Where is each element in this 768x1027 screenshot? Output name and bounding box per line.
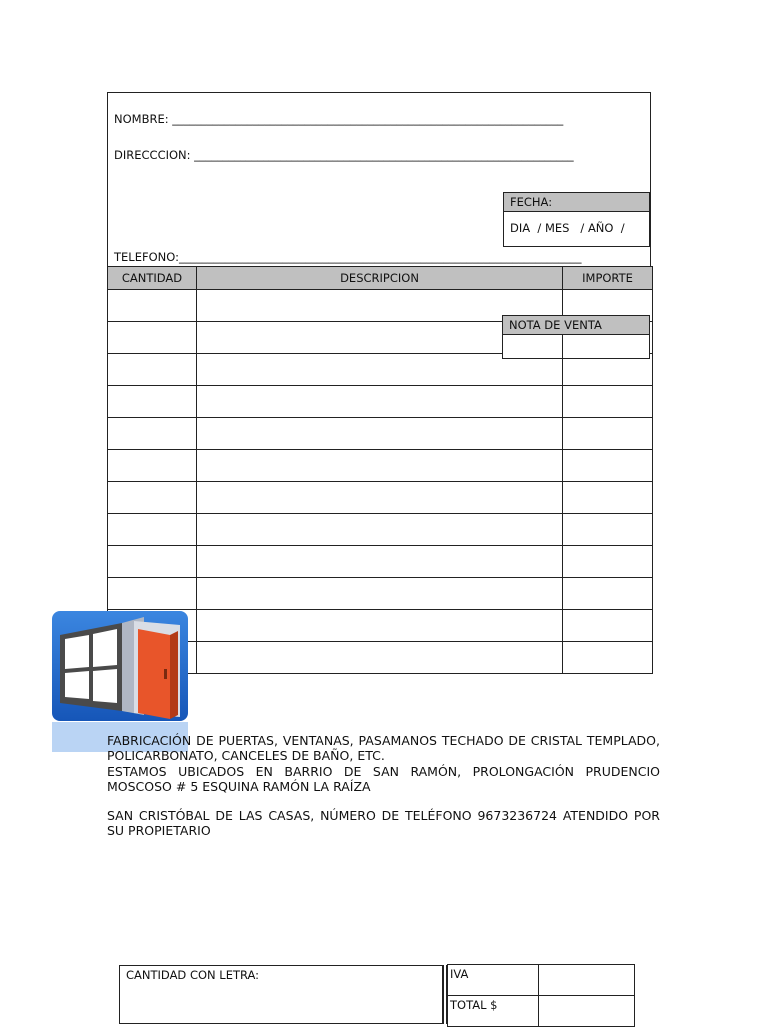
column-header-importe: IMPORTE <box>563 267 653 290</box>
descripcion-cell[interactable] <box>197 450 563 482</box>
cantidad-cell[interactable] <box>108 482 197 514</box>
cantidad-cell[interactable] <box>108 578 197 610</box>
iva-value-field[interactable] <box>539 965 635 996</box>
cantidad-con-letra-box[interactable] <box>119 965 443 1024</box>
nota-cell[interactable] <box>563 335 649 360</box>
address-paragraph: ESTAMOS UBICADOS EN BARRIO DE SAN RAMÓN, PROLONGACIÓN PRUDENCIO MOSCOSO # 5 ESQUINA RAMÓN LA RAÍZA <box>107 764 660 794</box>
nota-cell[interactable] <box>503 335 563 360</box>
table-row <box>108 610 653 642</box>
fecha-box <box>503 192 650 247</box>
services-paragraph: FABRICACIÓN DE PUERTAS, VENTANAS, PASAMANOS TECHADO DE CRISTAL TEMPLADO, POLICARBONATO, CANCELES DE BAÑO, ETC. <box>107 733 660 763</box>
table-row <box>108 450 653 482</box>
table-row <box>108 482 653 514</box>
cantidad-cell[interactable] <box>108 322 197 354</box>
iva-row <box>448 965 635 996</box>
importe-cell[interactable] <box>563 482 653 514</box>
cantidad-cell[interactable] <box>108 290 197 322</box>
total-label: TOTAL $ <box>448 996 539 1027</box>
table-row <box>108 546 653 578</box>
importe-cell[interactable] <box>563 642 653 674</box>
cantidad-cell[interactable] <box>108 418 197 450</box>
descripcion-cell[interactable] <box>197 386 563 418</box>
importe-cell[interactable] <box>563 546 653 578</box>
table-header-row <box>108 267 653 290</box>
nota-de-venta-grid <box>503 335 649 360</box>
telefono-field[interactable]: TELEFONO:______________________________________________________________________ <box>114 250 582 264</box>
iva-label: IVA <box>448 965 539 996</box>
cantidad-cell[interactable] <box>108 450 197 482</box>
descripcion-cell[interactable] <box>197 642 563 674</box>
fecha-fields[interactable]: DIA / MES / AÑO / <box>510 221 625 235</box>
importe-cell[interactable] <box>563 610 653 642</box>
column-header-descripcion: DESCRIPCION <box>197 267 563 290</box>
fecha-label: FECHA: <box>504 193 649 212</box>
descripcion-cell[interactable] <box>197 482 563 514</box>
totals-table <box>447 964 635 1027</box>
cantidad-cell[interactable] <box>108 386 197 418</box>
total-value-field[interactable] <box>539 996 635 1027</box>
descripcion-cell[interactable] <box>197 546 563 578</box>
table-row <box>108 386 653 418</box>
cantidad-cell[interactable] <box>108 354 197 386</box>
door-window-icon <box>52 611 188 721</box>
cantidad-cell[interactable] <box>108 514 197 546</box>
table-row <box>108 578 653 610</box>
nota-de-venta-label: NOTA DE VENTA <box>503 316 649 335</box>
descripcion-cell[interactable] <box>197 610 563 642</box>
importe-cell[interactable] <box>563 418 653 450</box>
importe-cell[interactable] <box>563 386 653 418</box>
importe-cell[interactable] <box>563 450 653 482</box>
cantidad-con-letra-label: CANTIDAD CON LETRA: <box>126 968 260 982</box>
descripcion-cell[interactable] <box>197 514 563 546</box>
direccion-field[interactable]: DIRECCCION: __________________________________________________________________ <box>114 148 574 162</box>
table-row <box>108 418 653 450</box>
importe-cell[interactable] <box>563 578 653 610</box>
table-row <box>108 642 653 674</box>
importe-cell[interactable] <box>563 514 653 546</box>
nota-de-venta-box <box>502 315 650 359</box>
descripcion-cell[interactable] <box>197 418 563 450</box>
total-row <box>448 996 635 1027</box>
descripcion-cell[interactable] <box>197 578 563 610</box>
contact-paragraph: SAN CRISTÓBAL DE LAS CASAS, NÚMERO DE TELÉFONO 9673236724 ATENDIDO POR SU PROPIETARIO <box>107 808 660 838</box>
nombre-field[interactable]: NOMBRE: ____________________________________________________________________ <box>114 112 564 126</box>
cantidad-cell[interactable] <box>108 546 197 578</box>
table-row <box>108 514 653 546</box>
column-header-cantidad: CANTIDAD <box>108 267 197 290</box>
